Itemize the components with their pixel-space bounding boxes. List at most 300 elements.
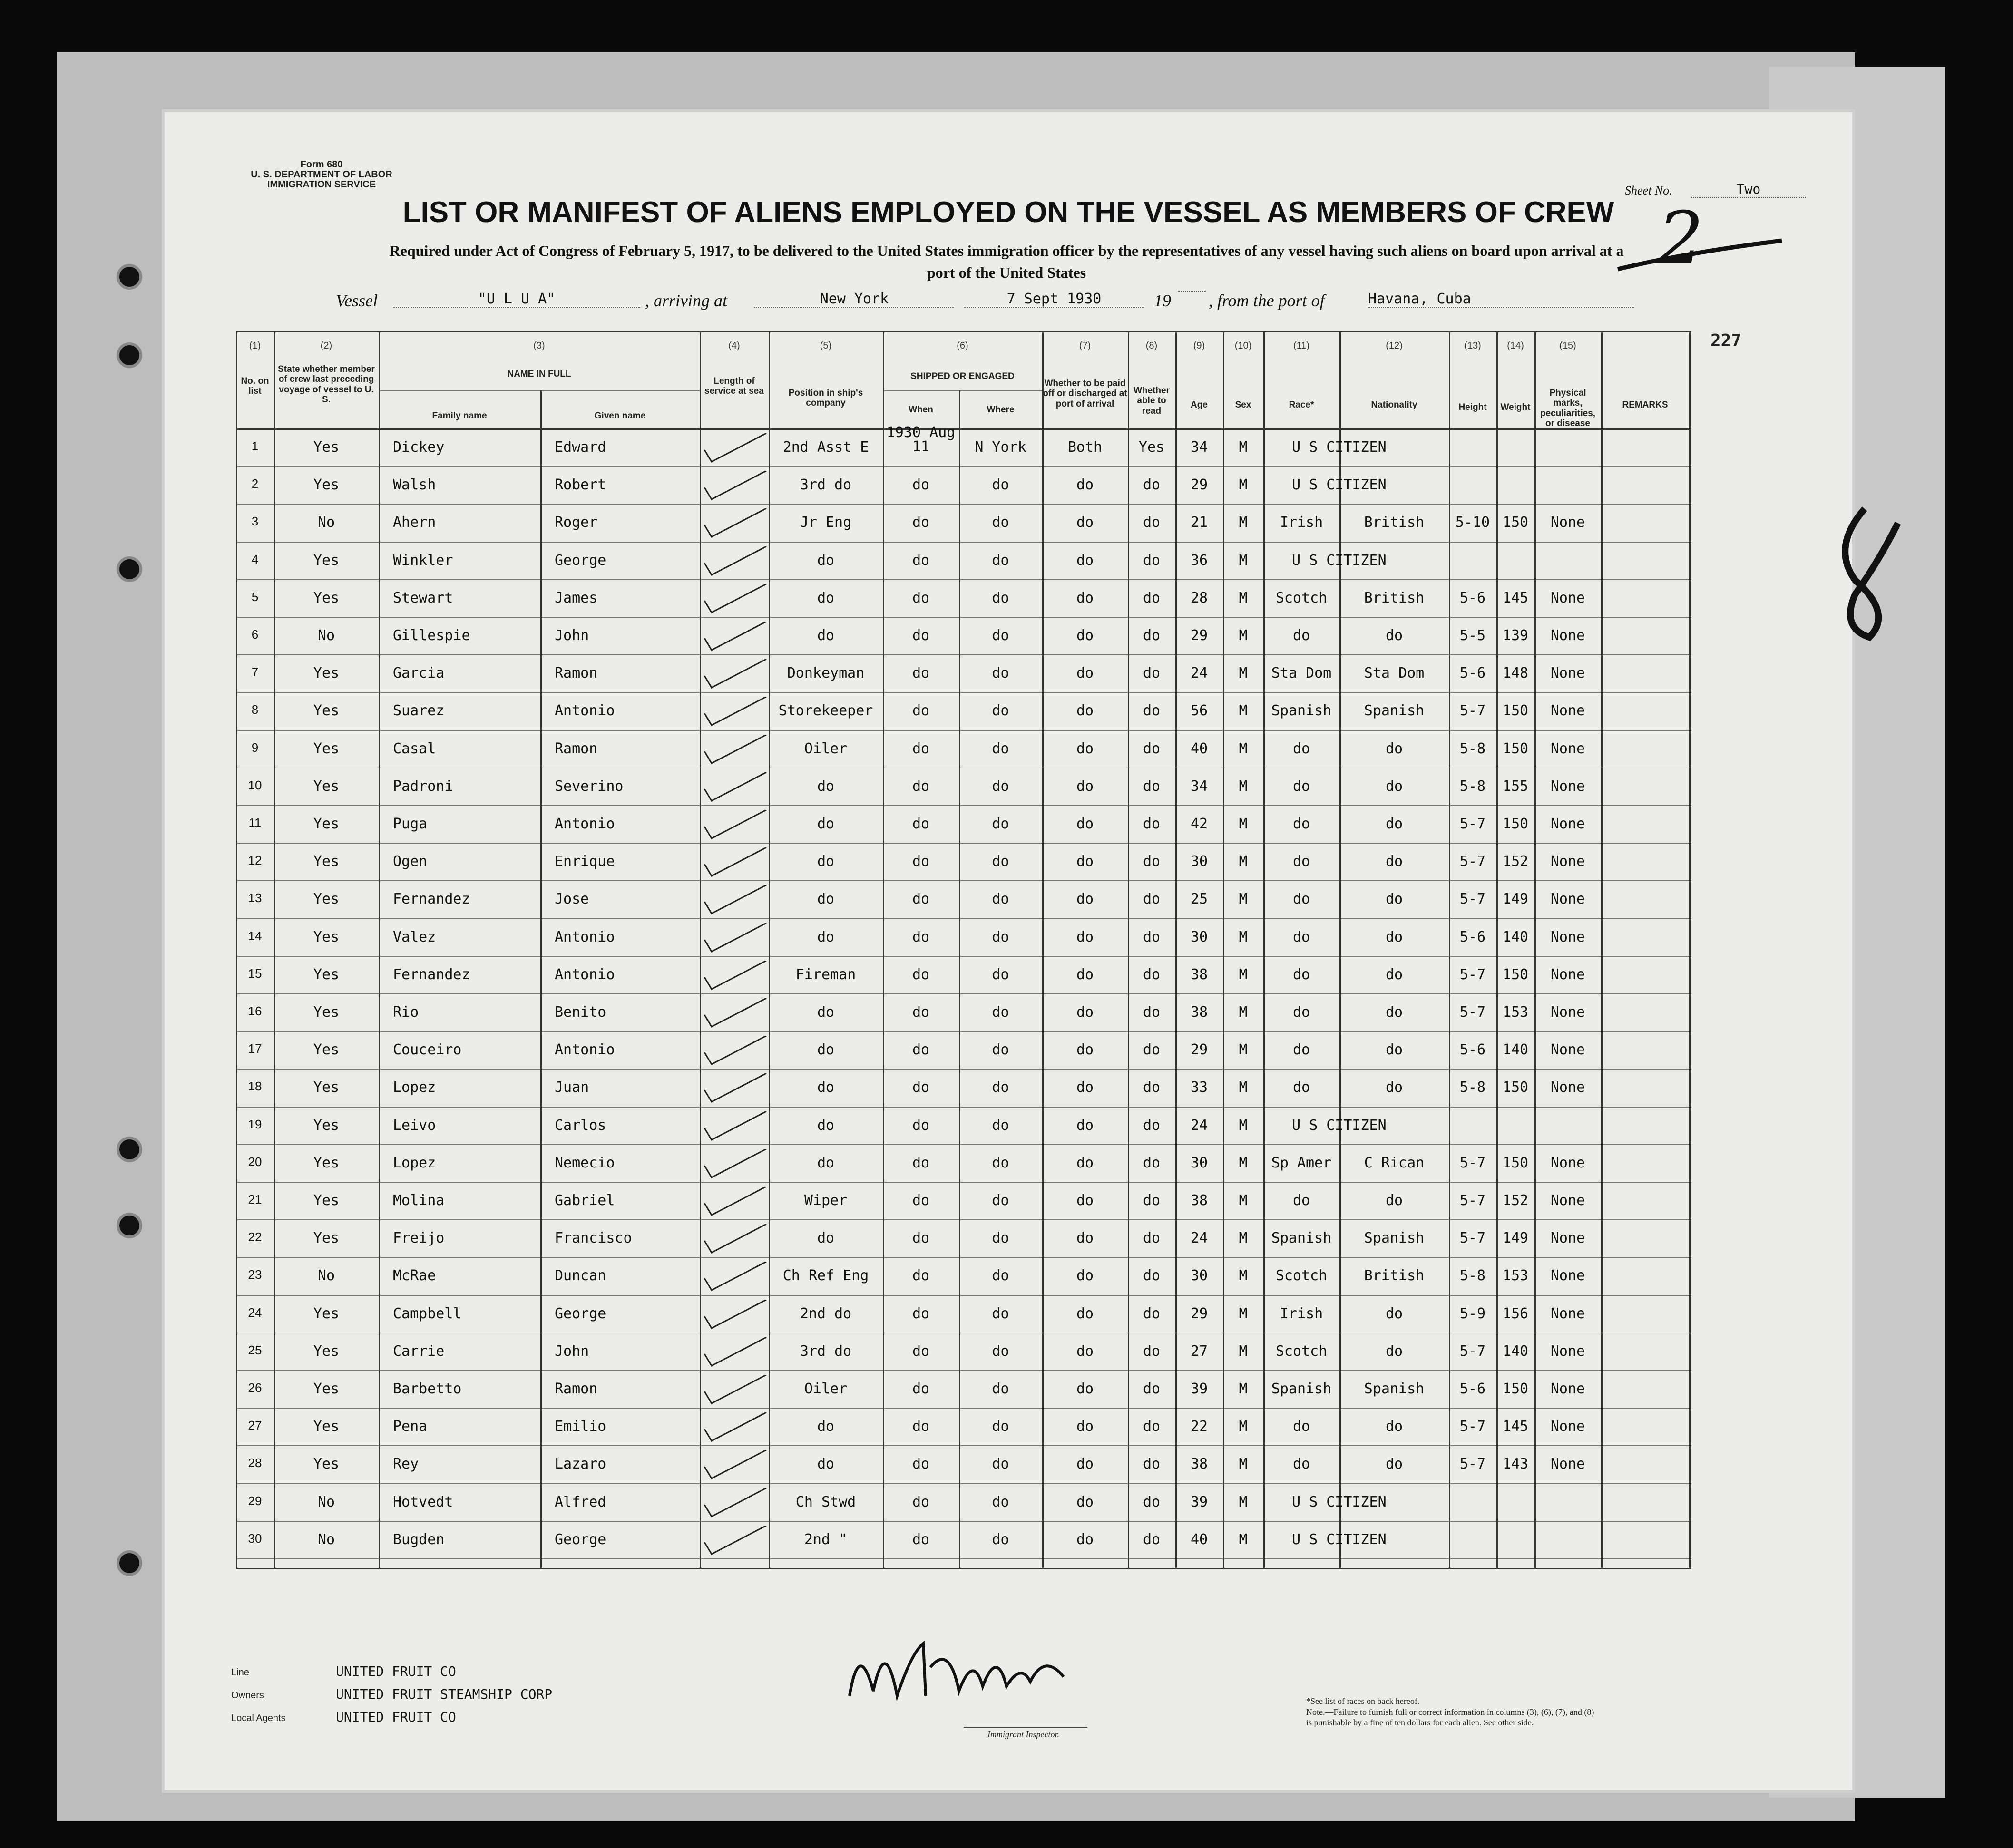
cell-weight: 148: [1502, 665, 1529, 682]
cell-when: do: [912, 514, 930, 531]
cell-when: do: [912, 702, 930, 720]
check-mark-icon: [702, 810, 769, 843]
cell-paid: do: [1076, 1531, 1094, 1548]
cell-family: Lopez: [393, 1154, 436, 1171]
cell-age: 30: [1190, 853, 1208, 870]
cell-where: do: [992, 928, 1009, 945]
inspector-label: Immigrant Inspector.: [987, 1730, 1059, 1739]
check-mark-icon: [702, 735, 769, 768]
cell-position: do: [817, 928, 835, 945]
cell-crew: No: [317, 627, 335, 644]
cell-nationality: do: [1385, 1192, 1403, 1209]
cell-crew: Yes: [313, 1230, 340, 1247]
from-port-label: , from the port of: [1209, 291, 1325, 310]
cell-family: Leivo: [393, 1117, 436, 1134]
cell-crew: Yes: [313, 1154, 340, 1171]
cell-when: do: [912, 966, 930, 983]
cell-nationality: do: [1385, 853, 1403, 870]
header-height: Height: [1458, 402, 1487, 412]
cell-when: do: [912, 891, 930, 908]
cell-read: do: [1143, 1531, 1161, 1548]
cell-age: 25: [1190, 891, 1208, 908]
cell-marks: None: [1550, 1192, 1585, 1209]
cell-weight: 140: [1502, 1342, 1529, 1360]
cell-crew: Yes: [313, 439, 340, 456]
cell-crew: Yes: [313, 552, 340, 569]
cell-given: Gabriel: [555, 1192, 615, 1209]
header-age: Age: [1191, 400, 1208, 410]
cell-height: 5-6: [1459, 665, 1486, 682]
cell-race: do: [1292, 1004, 1310, 1021]
cell-age: 56: [1190, 702, 1208, 720]
arriving-value: New York: [754, 291, 954, 308]
cell-sex: M: [1239, 439, 1248, 456]
cell-no: 9: [251, 740, 259, 755]
cell-weight: 156: [1502, 1305, 1529, 1322]
cell-given: Roger: [555, 514, 598, 531]
cell-given: Jose: [555, 891, 589, 908]
check-mark-icon: [702, 772, 769, 806]
cell-age: 27: [1190, 1342, 1208, 1360]
column-number: (3): [533, 340, 545, 351]
cell-crew: Yes: [313, 1305, 340, 1322]
cell-age: 29: [1190, 627, 1208, 644]
cell-weight: 145: [1502, 589, 1529, 606]
cell-marks: None: [1550, 702, 1585, 720]
subtitle: [317, 240, 1696, 284]
cell-no: 12: [248, 853, 262, 868]
row-rule: [236, 1558, 1691, 1559]
cell-marks: None: [1550, 1305, 1585, 1322]
from-port-value: Havana, Cuba: [1368, 291, 1634, 308]
row-rule: [236, 1370, 1691, 1371]
stamp-number: 227: [1710, 331, 1742, 350]
footnote-races: *See list of races on back hereof.: [1306, 1696, 1420, 1706]
cell-no: 29: [248, 1493, 262, 1508]
cell-paid: do: [1076, 1230, 1094, 1247]
cell-where: do: [992, 1117, 1009, 1134]
column-number: (6): [957, 340, 968, 351]
row-rule: [236, 1144, 1691, 1145]
cell-age: 38: [1190, 1456, 1208, 1473]
cell-sex: M: [1239, 665, 1248, 682]
column-number: (15): [1559, 340, 1576, 351]
cell-age: 40: [1190, 1531, 1208, 1548]
cell-position: do: [817, 627, 835, 644]
cell-weight: 150: [1502, 740, 1529, 757]
cell-nationality: Spanish: [1364, 1230, 1425, 1247]
check-mark-icon: [702, 697, 769, 730]
subtitle-line-1: Required under Act of Congress of February 5, 1917, to be delivered to the United States immigration officer by the representatives of any vessel having such aliens on board upon arrival at a: [389, 242, 1624, 259]
cell-given: Lazaro: [555, 1456, 606, 1473]
column-number: (11): [1293, 340, 1310, 351]
row-rule: [236, 805, 1691, 806]
cell-marks: None: [1550, 589, 1585, 606]
cell-paid: do: [1076, 1041, 1094, 1059]
cell-no: 25: [248, 1342, 262, 1357]
cell-where: do: [992, 778, 1009, 795]
cell-race: Scotch: [1275, 589, 1328, 606]
cell-nationality: do: [1385, 778, 1403, 795]
cell-nationality: do: [1385, 1418, 1403, 1435]
cell-family: Gillespie: [393, 627, 470, 644]
cell-where: do: [992, 1418, 1009, 1435]
cell-no: 22: [248, 1230, 262, 1245]
cell-race: U S CITIZEN: [1292, 439, 1387, 456]
cell-position: Ch Ref Eng: [782, 1267, 869, 1284]
cell-height: 5-6: [1459, 589, 1486, 606]
cell-read: do: [1143, 740, 1161, 757]
cell-paid: do: [1076, 1493, 1094, 1510]
cell-where: do: [992, 1493, 1009, 1510]
cell-nationality: British: [1364, 514, 1425, 531]
cell-crew: Yes: [313, 1041, 340, 1059]
cell-sex: M: [1239, 778, 1248, 795]
line-value: UNITED FRUIT CO: [336, 1663, 456, 1679]
cell-race: Spanish: [1271, 702, 1332, 720]
cell-race: U S CITIZEN: [1292, 1531, 1387, 1548]
cell-race: Sta Dom: [1271, 665, 1332, 682]
cell-no: 19: [248, 1117, 262, 1131]
cell-read: do: [1143, 627, 1161, 644]
cell-given: Juan: [555, 1079, 589, 1096]
check-mark-icon: [702, 1187, 769, 1220]
cell-where: do: [992, 1456, 1009, 1473]
cell-nationality: do: [1385, 1342, 1403, 1360]
table-top-rule: [236, 331, 1691, 332]
cell-paid: do: [1076, 665, 1094, 682]
cell-weight: 150: [1502, 514, 1529, 531]
cell-sex: M: [1239, 1418, 1248, 1435]
footnotes: [1306, 1696, 1782, 1728]
cell-age: 22: [1190, 1418, 1208, 1435]
cell-position: do: [817, 1004, 835, 1021]
column-number: (2): [320, 340, 332, 351]
row-rule: [236, 504, 1691, 505]
name-subheader-rule: [379, 390, 700, 391]
cell-marks: None: [1550, 928, 1585, 945]
row-rule: [236, 730, 1691, 731]
cell-sex: M: [1239, 702, 1248, 720]
cell-nationality: Sta Dom: [1364, 665, 1425, 682]
cell-race: U S CITIZEN: [1292, 1117, 1387, 1134]
cell-position: 2nd ": [804, 1531, 848, 1548]
cell-weight: 150: [1502, 1079, 1529, 1096]
row-rule: [236, 1295, 1691, 1296]
cell-crew: Yes: [313, 1192, 340, 1209]
cell-read: do: [1143, 1342, 1161, 1360]
header-paid-off: Whether to be paid off or discharged at port of arrival: [1043, 379, 1127, 409]
cell-no: 10: [248, 778, 262, 792]
footnote-penalty-2: is punishable by a fine of ten dollars for each alien. See other side.: [1306, 1718, 1534, 1727]
row-rule: [236, 692, 1691, 693]
cell-sex: M: [1239, 1456, 1248, 1473]
cell-crew: Yes: [313, 778, 340, 795]
cell-given: Antonio: [555, 816, 615, 832]
cell-nationality: do: [1385, 1041, 1403, 1059]
header-bottom-rule: [236, 428, 1691, 430]
cell-age: 39: [1190, 1381, 1208, 1397]
cell-height: 5-7: [1459, 966, 1486, 983]
cell-crew: No: [317, 1493, 335, 1510]
check-mark-icon: [702, 998, 769, 1031]
cell-age: 42: [1190, 816, 1208, 832]
cell-read: do: [1143, 966, 1161, 983]
arrival-date: 7 Sept 1930: [964, 291, 1144, 308]
cell-marks: None: [1550, 1079, 1585, 1096]
cell-where: do: [992, 891, 1009, 908]
cell-crew: Yes: [313, 665, 340, 682]
cell-given: Enrique: [555, 853, 615, 870]
cell-family: Freijo: [393, 1230, 445, 1247]
cell-paid: do: [1076, 1418, 1094, 1435]
cell-when: do: [912, 1041, 930, 1059]
cell-nationality: do: [1385, 1079, 1403, 1096]
cell-family: Dickey: [393, 439, 445, 456]
cell-sex: M: [1239, 853, 1248, 870]
agents-value: UNITED FRUIT CO: [336, 1709, 456, 1725]
cell-paid: do: [1076, 740, 1094, 757]
cell-family: Fernandez: [393, 966, 470, 983]
cell-marks: None: [1550, 1418, 1585, 1435]
check-mark-icon: [702, 433, 769, 467]
cell-no: 3: [251, 514, 259, 529]
cell-no: 6: [251, 627, 259, 642]
cell-crew: Yes: [313, 891, 340, 908]
cell-nationality: Spanish: [1364, 1381, 1425, 1397]
agents-label: Local Agents: [231, 1713, 286, 1723]
cell-no: 18: [248, 1079, 262, 1094]
cell-marks: None: [1550, 891, 1585, 908]
cell-age: 29: [1190, 1305, 1208, 1322]
check-mark-icon: [702, 1526, 769, 1559]
cell-when: do: [912, 1531, 930, 1548]
cell-where: do: [992, 740, 1009, 757]
cell-position: Donkeyman: [787, 665, 865, 682]
cell-age: 24: [1190, 1117, 1208, 1134]
cell-family: Garcia: [393, 665, 445, 682]
column-number: (13): [1464, 340, 1481, 351]
cell-family: Barbetto: [393, 1381, 462, 1397]
cell-read: do: [1143, 477, 1161, 494]
binder-hole: [117, 264, 142, 290]
cell-marks: None: [1550, 665, 1585, 682]
cell-position: 2nd do: [800, 1305, 852, 1322]
cell-race: Scotch: [1275, 1267, 1328, 1284]
cell-crew: Yes: [313, 1004, 340, 1021]
cell-sex: M: [1239, 1192, 1248, 1209]
cell-paid: do: [1076, 514, 1094, 531]
table-bottom-rule: [236, 1568, 1691, 1569]
cell-when: do: [912, 1267, 930, 1284]
header-length-of-service: Length of service at sea: [704, 376, 764, 397]
check-mark-icon: [702, 885, 769, 918]
check-mark-icon: [702, 659, 769, 692]
header-when: When: [909, 405, 933, 415]
cell-where: do: [992, 1267, 1009, 1284]
cell-family: Lopez: [393, 1079, 436, 1096]
cell-when: do: [912, 627, 930, 644]
cell-crew: Yes: [313, 853, 340, 870]
row-rule: [236, 1257, 1691, 1258]
cell-read: do: [1143, 702, 1161, 720]
cell-nationality: do: [1385, 891, 1403, 908]
cell-family: Pena: [393, 1418, 428, 1435]
cell-read: do: [1143, 514, 1161, 531]
form-number: Form 680: [300, 159, 343, 170]
cell-position: do: [817, 1418, 835, 1435]
cell-age: 28: [1190, 589, 1208, 606]
cell-sex: M: [1239, 1154, 1248, 1171]
cell-given: George: [555, 1531, 606, 1548]
cell-read: do: [1143, 778, 1161, 795]
cell-given: Ramon: [555, 740, 598, 757]
header-sex: Sex: [1235, 400, 1251, 410]
cell-family: Puga: [393, 816, 428, 832]
cell-race: Spanish: [1271, 1381, 1332, 1397]
cell-given: Ramon: [555, 1381, 598, 1397]
cell-race: do: [1292, 1418, 1310, 1435]
cell-sex: M: [1239, 891, 1248, 908]
cell-marks: None: [1550, 853, 1585, 870]
row-rule: [236, 993, 1691, 994]
cell-no: 30: [248, 1531, 262, 1546]
column-number: (8): [1145, 340, 1158, 351]
cell-height: 5-6: [1459, 928, 1486, 945]
row-rule: [236, 1483, 1691, 1484]
cell-nationality: C Rican: [1364, 1154, 1425, 1171]
cell-no: 15: [248, 966, 262, 981]
cell-when: do: [912, 928, 930, 945]
row-rule: [236, 880, 1691, 881]
year-value: [1178, 291, 1206, 292]
header-nationality: Nationality: [1371, 400, 1417, 410]
cell-where: do: [992, 702, 1009, 720]
row-rule: [236, 1219, 1691, 1220]
column-number: (10): [1234, 340, 1252, 351]
cell-no: 28: [248, 1456, 262, 1470]
cell-nationality: do: [1385, 1305, 1403, 1322]
cell-paid: do: [1076, 1456, 1094, 1473]
cell-sex: M: [1239, 1041, 1248, 1059]
cell-height: 5-7: [1459, 1456, 1486, 1473]
cell-read: do: [1143, 1079, 1161, 1096]
cell-read: Yes: [1138, 439, 1165, 456]
cell-when: do: [912, 1004, 930, 1021]
cell-height: 5-6: [1459, 1041, 1486, 1059]
cell-where: do: [992, 1305, 1009, 1322]
cell-sex: M: [1239, 1267, 1248, 1284]
header-given-name: Given name: [594, 411, 646, 421]
row-rule: [236, 1031, 1691, 1032]
cell-when: do: [912, 1079, 930, 1096]
cell-no: 20: [248, 1154, 262, 1169]
cell-when: do: [912, 1117, 930, 1134]
cell-race: U S CITIZEN: [1292, 477, 1387, 494]
cell-where: do: [992, 853, 1009, 870]
cell-marks: None: [1550, 1381, 1585, 1397]
cell-family: Suarez: [393, 702, 445, 720]
cell-crew: Yes: [313, 928, 340, 945]
cell-paid: do: [1076, 1117, 1094, 1134]
cell-where: do: [992, 1192, 1009, 1209]
row-rule: [236, 918, 1691, 919]
cell-paid: do: [1076, 928, 1094, 945]
row-rule: [236, 1069, 1691, 1070]
cell-race: U S CITIZEN: [1292, 1493, 1387, 1510]
cell-no: 26: [248, 1381, 262, 1395]
cell-paid: do: [1076, 816, 1094, 832]
cell-when: do: [912, 853, 930, 870]
inspector-line: [964, 1727, 1087, 1728]
cell-age: 36: [1190, 552, 1208, 569]
cell-weight: 153: [1502, 1004, 1529, 1021]
cell-height: 5-7: [1459, 1342, 1486, 1360]
cell-sex: M: [1239, 1079, 1248, 1096]
cell-crew: Yes: [313, 1079, 340, 1096]
row-rule: [236, 1408, 1691, 1409]
cell-where: do: [992, 1230, 1009, 1247]
cell-when: do: [912, 778, 930, 795]
check-mark-icon: [702, 508, 769, 542]
header-remarks: REMARKS: [1622, 400, 1668, 410]
cell-paid: do: [1076, 1192, 1094, 1209]
cell-weight: 150: [1502, 816, 1529, 832]
cell-race: Spanish: [1271, 1230, 1332, 1247]
row-rule: [236, 466, 1691, 467]
cell-read: do: [1143, 1267, 1161, 1284]
cell-nationality: do: [1385, 740, 1403, 757]
form-id: [245, 160, 398, 190]
cell-where: do: [992, 514, 1009, 531]
cell-age: 30: [1190, 1154, 1208, 1171]
cell-position: 2nd Asst E: [782, 439, 869, 456]
binder-hole: [117, 1137, 142, 1162]
cell-age: 39: [1190, 1493, 1208, 1510]
cell-paid: do: [1076, 966, 1094, 983]
header-physical-marks: Physical marks, peculiarities, or disease: [1540, 388, 1596, 428]
cell-sex: M: [1239, 514, 1248, 531]
cell-family: Molina: [393, 1192, 445, 1209]
cell-paid: do: [1076, 552, 1094, 569]
cell-paid: do: [1076, 589, 1094, 606]
cell-position: do: [817, 1117, 835, 1134]
cell-height: 5-10: [1455, 514, 1490, 531]
cell-nationality: Spanish: [1364, 702, 1425, 720]
cell-age: 24: [1190, 1230, 1208, 1247]
cell-age: 38: [1190, 1192, 1208, 1209]
cell-age: 24: [1190, 665, 1208, 682]
cell-age: 38: [1190, 966, 1208, 983]
cell-crew: Yes: [313, 1456, 340, 1473]
cell-height: 5-8: [1459, 778, 1486, 795]
cell-marks: None: [1550, 1004, 1585, 1021]
cell-where: do: [992, 1381, 1009, 1397]
cell-family: Ogen: [393, 853, 428, 870]
cell-crew: Yes: [313, 589, 340, 606]
row-rule: [236, 542, 1691, 543]
header-race: Race*: [1289, 400, 1314, 410]
cell-nationality: do: [1385, 1456, 1403, 1473]
cell-weight: 140: [1502, 1041, 1529, 1059]
cell-weight: 150: [1502, 1381, 1529, 1397]
cell-sex: M: [1239, 1531, 1248, 1548]
cell-sex: M: [1239, 966, 1248, 983]
cell-given: John: [555, 627, 589, 644]
inspector-signature: [840, 1624, 1087, 1715]
check-mark-icon: [702, 1300, 769, 1333]
cell-family: McRae: [393, 1267, 436, 1284]
